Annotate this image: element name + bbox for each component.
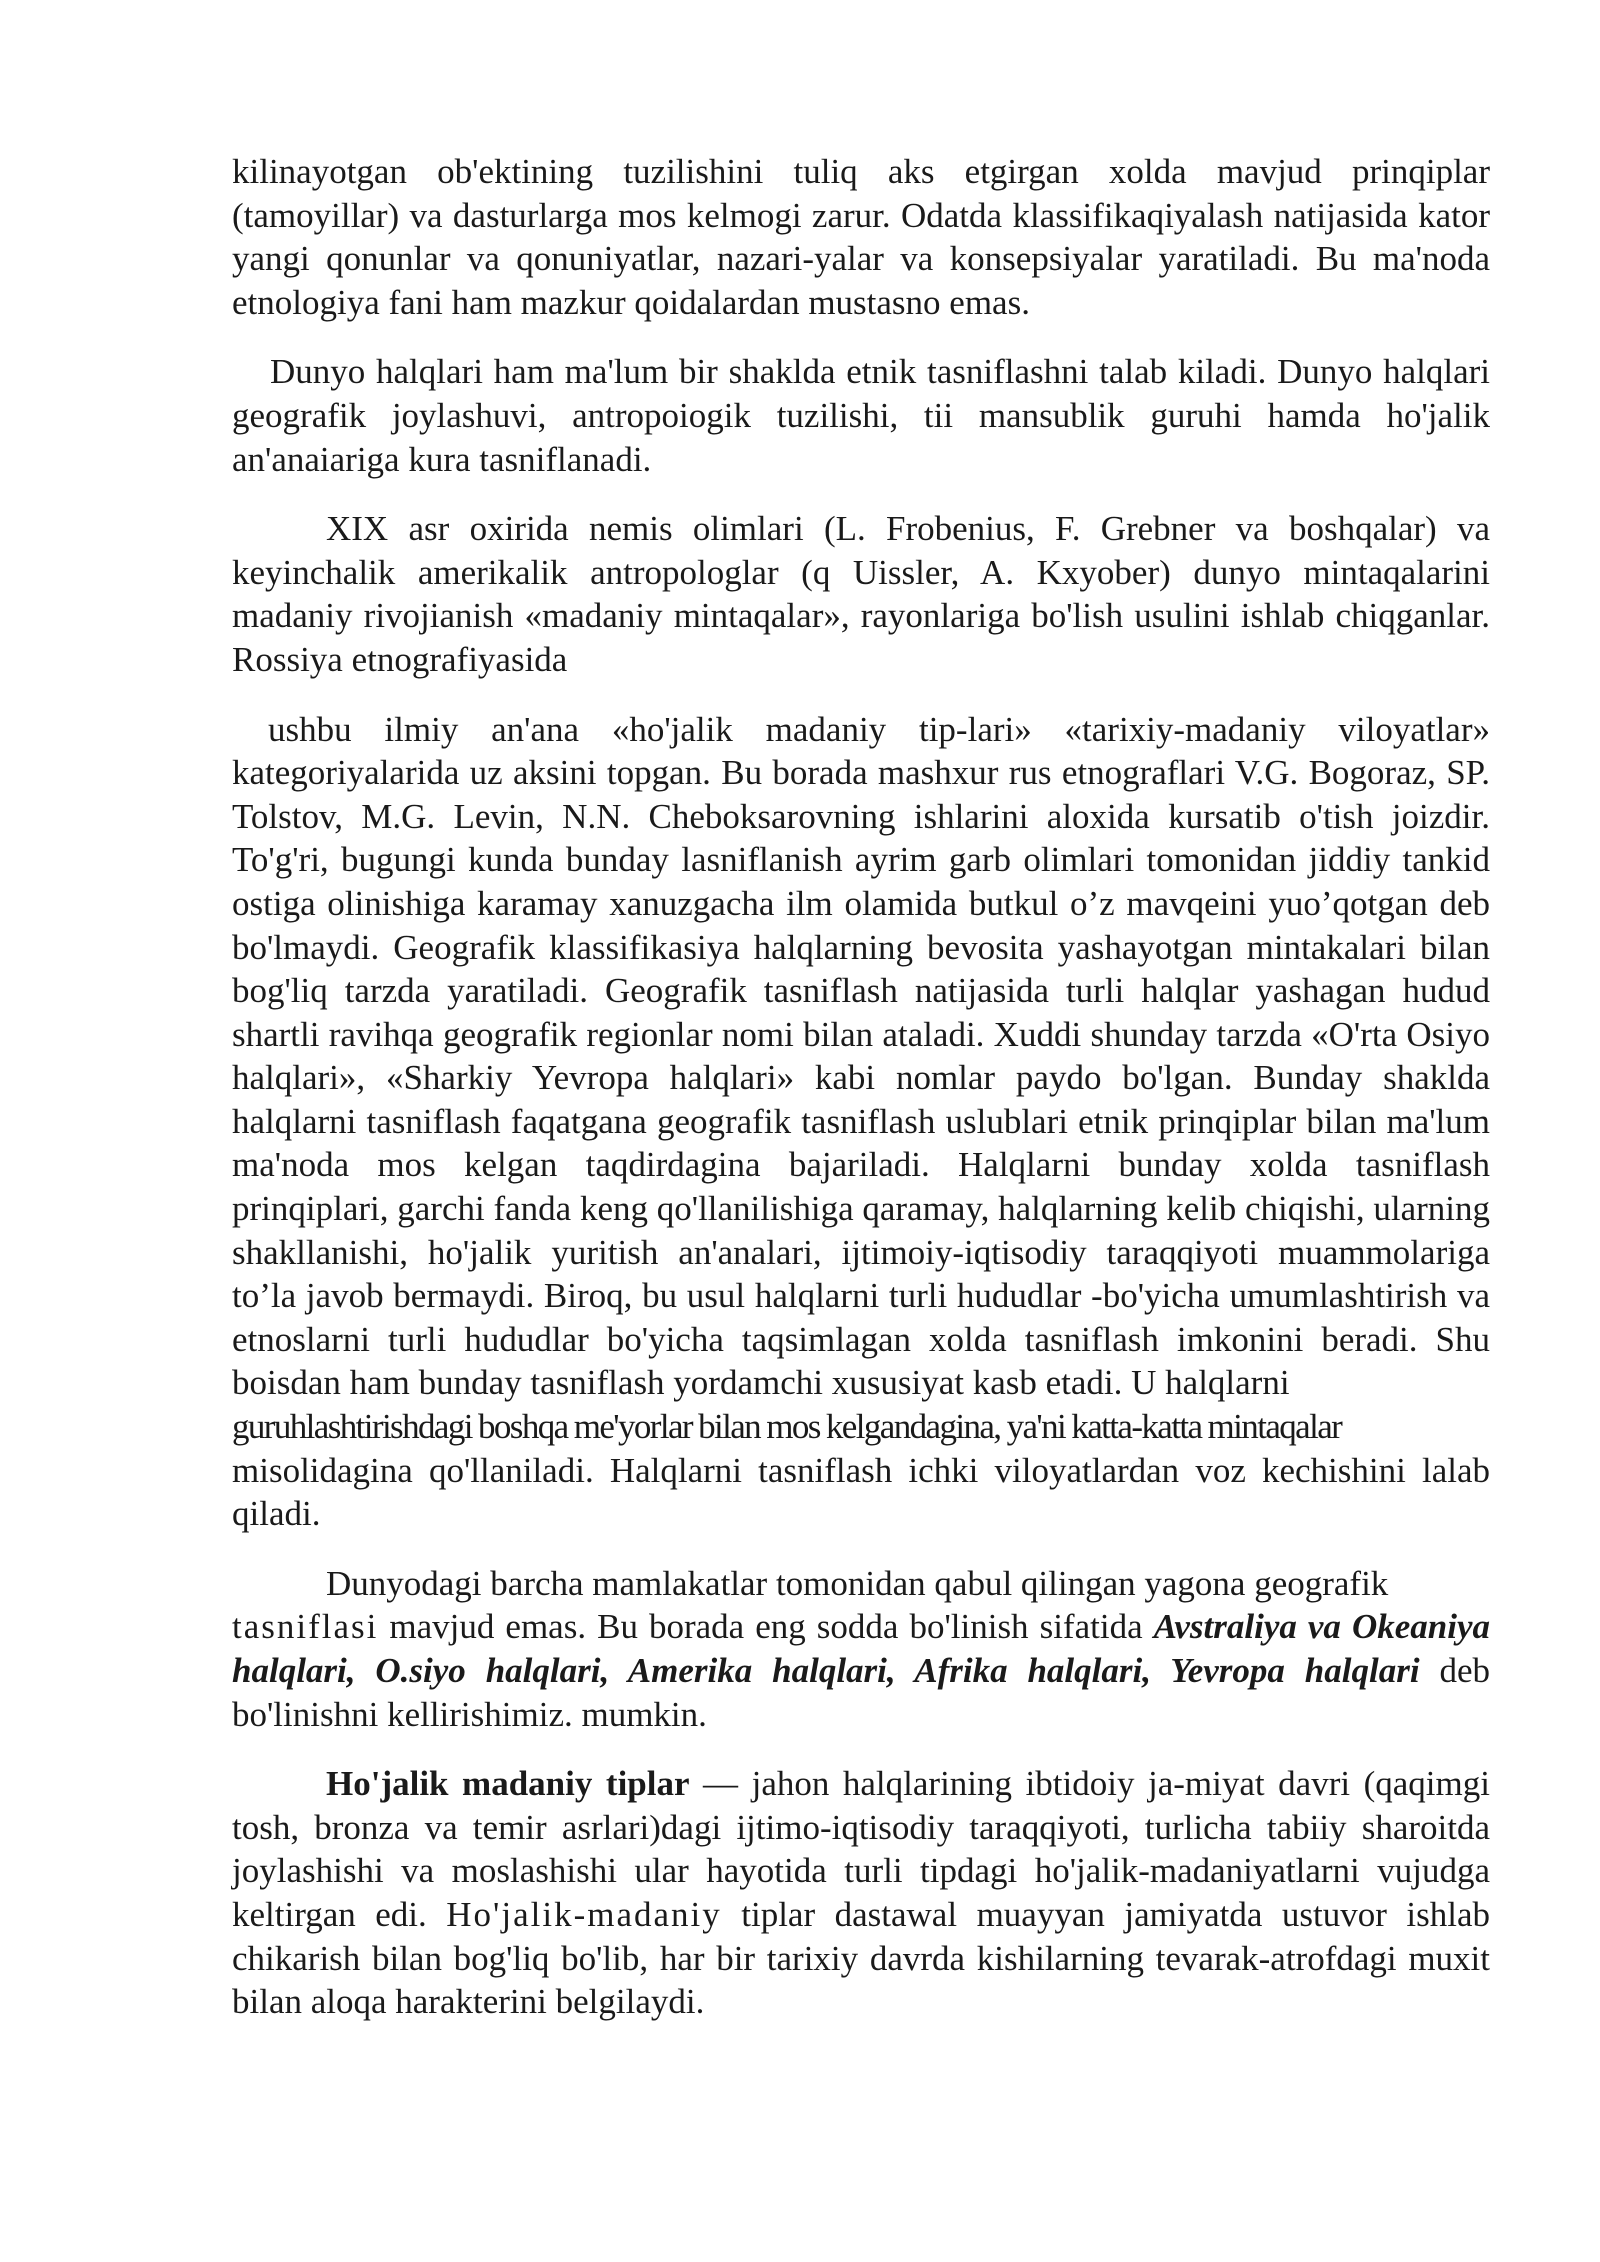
- paragraph-3: [232, 507, 1490, 681]
- paragraph-2-text: Dunyo halqlari ham ma'lum bir shaklda etnik tasniflashni talab kiladi. Dunyo halqlari geografik joylashuvi, antropoiogik tuzilishi, tii mansublik guruhi hamda ho'jalik an'anaiariga kura tasniflanadi.: [232, 352, 1490, 479]
- paragraph-3-text: XIX asr oxirida nemis olimlari (L. Frobenius, F. Grebner va boshqalar) va keyinchalik amerikalik antropologlar (q Uissler, A. Kxyober) dunyo mintaqalarini madaniy rivojianish «madaniy mintaqalar», rayonlariga bo'lish usulini ishlab chiqganlar. Rossiya etnografiyasida: [232, 509, 1490, 679]
- paragraph-5-text-spaced: tasniflasi: [232, 1607, 379, 1647]
- paragraph-2: [232, 350, 1490, 481]
- paragraph-5: [232, 1562, 1490, 1736]
- paragraph-1-text: kilinayotgan ob'ektining tuzilishini tuliq aks etgirgan xolda mavjud prinqiplar (tamoyillar) va dasturlarga mos kelmogi zarur. Odatda klassifikaqiyalash natijasida kator yangi qonunlar va qonuniyatlar, nazari-yalar va konsepsiyalar yaratiladi. Bu ma'noda etnologiya fani ham mazkur qoidalardan mustasno emas.: [232, 152, 1490, 322]
- paragraph-4: [232, 708, 1490, 1536]
- paragraph-1: [232, 150, 1490, 324]
- paragraph-5-text-a: Dunyodagi barcha mamlakatlar tomonidan qabul qilingan yagona geografik: [326, 1563, 1389, 1603]
- paragraph-6-text-a: — jahon halqlarining ibtidoiy ja-miyat davri (qaqimgi tosh, bronza va temir asrlari)dagi ijtimo-iqtisodiy taraqqiyoti, turlicha tabiiy sharoitda joylashishi va moslashishi ular hayotida turli tipdagi ho'jalik-madaniyatlarni vujudga keltirgan edi.: [232, 1764, 1490, 1934]
- paragraph-5-region-list: Avstraliya va Okeaniya halqlari, O.siyo halqlari, Amerika halqlari, Afrika halqlari, Yevropa halqlari: [232, 1607, 1490, 1690]
- document-page: [232, 150, 1490, 2024]
- paragraph-4-text-a: ushbu ilmiy an'ana «ho'jalik madaniy tip-lari» «tarixiy-madaniy viloyatlar» kategoriyalarida uz aksini topgan. Bu borada mashxur rus etnograflari V.G. Bogoraz, SP. Tolstov, M.G. Levin, N.N. Cheboksarovning ishlarini aloxida kursatib o'tish joizdir. To'g'ri, bugungi kunda bunday lasniflanish ayrim garb olimlari tomonidan jiddiy tankid ostiga olinishiga karamay xanuzgacha ilm olamida butkul o’z mavqeini yuo’qotgan deb bo'lmaydi. Geografik klassifikasiya halqlarning bevosita yashayotgan mintakalari bilan bog'liq tarzda yaratiladi. Geografik tasniflash natijasida turli halqlar yashagan hudud shartli ravihqa geografik regionlar nomi bilan ataladi. Xuddi shunday tarzda «O'rta Osiyo halqlari», «Sharkiy Yevropa halqlari» kabi nomlar paydo bo'lgan. Bunday shaklda halqlarni tasniflash faqatgana geografik tasniflash uslublari etnik prinqiplar bilan ma'lum ma'noda mos kelgan taqdirdagina bajariladi. Halqlarni bunday xolda tasniflash prinqiplari, garchi fanda keng qo'llanilishiga qaramay, halqlarning kelib chiqishi, ularning shakllanishi, ho'jalik yuritish an'analari, ijtimoiy-iqtisodiy taraqqiyoti muammolariga to’la javob bermaydi. Biroq, bu usul halqlarni turli hududlar -bo'yicha umumlashtirish va etnoslarni turli hududlar bo'yicha taqsimlagan xolda tasniflash imkonini beradi. Shu boisdan ham bunday tasniflash yordamchi xususiyat kasb etadi. U halqlarni: [232, 709, 1490, 1403]
- paragraph-5-text-c: mavjud emas. Bu borada eng sodda bo'linish sifatida: [378, 1607, 1154, 1647]
- paragraph-4-text-c: misolidagina qo'llaniladi. Halqlarni tasniflash ichki viloyatlardan voz kechishini lalab qiladi.: [232, 1450, 1490, 1534]
- paragraph-6-term: Ho'jalik madaniy tiplar: [326, 1764, 690, 1804]
- paragraph-5-text-d: deb bo'linishni kellirishimiz. mumkin.: [232, 1651, 1490, 1734]
- paragraph-6-text-spaced: Ho'jalik-madaniy: [446, 1894, 722, 1934]
- paragraph-6-text-b: tiplar dastawal muayyan jamiyatda ustuvor ishlab chikarish bilan bog'liq bo'lib, har bir tarixiy davrda kishilarning tevarak-atrofdagi muxit bilan aloqa harakterini belgilaydi.: [232, 1894, 1490, 2022]
- paragraph-6: [232, 1762, 1490, 2024]
- paragraph-4-text-condensed: guruhlashtirishdagi boshqa me'yorlar bilan mos kelgandagina, ya'ni katta-katta mintaqalar: [232, 1407, 1342, 1447]
